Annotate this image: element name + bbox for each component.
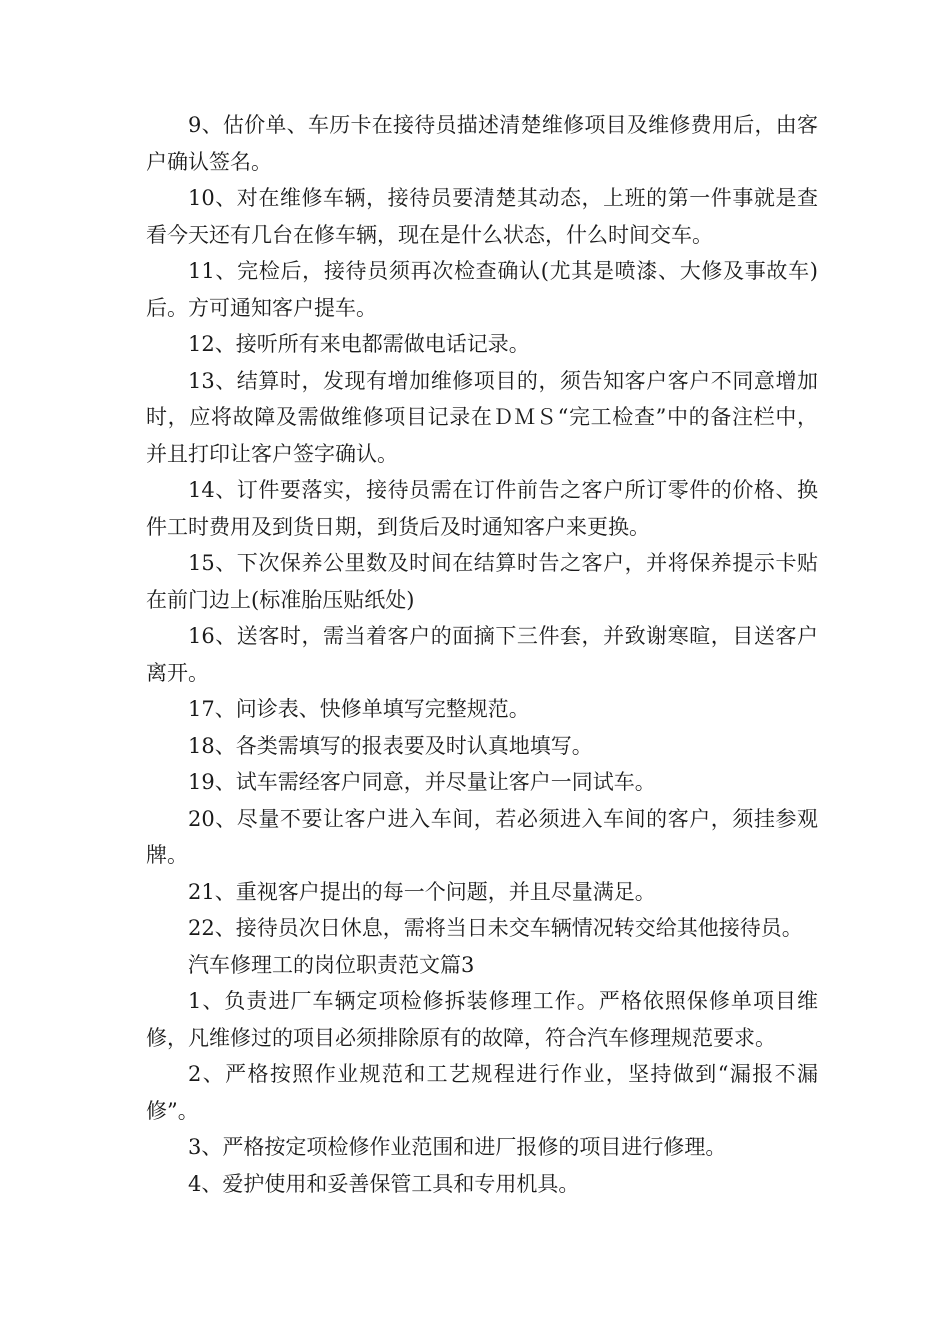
duty-item-4: 4、爱护使用和妥善保管工具和专用机具。 bbox=[188, 1171, 580, 1196]
paragraph-item-9: 9、估价单、车历卡在接待员描述清楚维修项目及维修费用后，由客户确认签名。 bbox=[146, 113, 818, 174]
paragraph-item-16: 16、送客时，需当着客户的面摘下三件套，并致谢寒暄，目送客户离开。 bbox=[146, 624, 818, 685]
paragraph-item-13: 13、结算时，发现有增加维修项目的，须告知客户客户不同意增加时，应将故障及需做维修项目记录在ＤＭＳ“完工检查”中的备注栏中，并且打印让客户签字确认。 bbox=[146, 368, 818, 466]
paragraph-item-17: 17、问诊表、快修单填写完整规范。 bbox=[188, 697, 530, 721]
paragraph-item-20: 20、尽量不要让客户进入车间，若必须进入车间的客户，须挂参观牌。 bbox=[146, 806, 818, 867]
duty-item-1: 1、负责进厂车辆定项检修拆装修理工作。严格依照保修单项目维修，凡维修过的项目必须排除原有的故障，符合汽车修理规范要求。 bbox=[146, 989, 818, 1050]
paragraph-item-18: 18、各类需填写的报表要及时认真地填写。 bbox=[188, 733, 593, 758]
paragraph-item-11: 11、完检后，接待员须再次检查确认(尤其是喷漆、大修及事故车)后。方可通知客户提车。 bbox=[146, 259, 818, 320]
duty-item-3: 3、严格按定项检修作业范围和进厂报修的项目进行修理。 bbox=[188, 1135, 727, 1159]
paragraph-item-12: 12、接听所有来电都需做电话记录。 bbox=[188, 332, 530, 356]
duty-item-2: 2、严格按照作业规范和工艺规程进行作业，坚持做到“漏报不漏修”。 bbox=[146, 1062, 818, 1123]
paragraph-item-21: 21、重视客户提出的每一个问题，并且尽量满足。 bbox=[188, 879, 656, 904]
paragraph-item-15: 15、下次保养公里数及时间在结算时告之客户，并将保养提示卡贴在前门边上(标准胎压贴纸处) bbox=[146, 551, 818, 612]
section-heading: 汽车修理工的岗位职责范文篇3 bbox=[188, 952, 475, 977]
paragraph-item-10: 10、对在维修车辆，接待员要清楚其动态，上班的第一件事就是查看今天还有几台在修车辆，现在是什么状态，什么时间交车。 bbox=[146, 186, 818, 247]
paragraph-item-22: 22、接待员次日休息，需将当日未交车辆情况转交给其他接待员。 bbox=[188, 916, 803, 940]
paragraph-item-19: 19、试车需经客户同意，并尽量让客户一同试车。 bbox=[188, 770, 656, 794]
document-body bbox=[146, 107, 818, 1202]
paragraph-item-14: 14、订件要落实，接待员需在订件前告之客户所订零件的价格、换件工时费用及到货日期，到货后及时通知客户来更换。 bbox=[146, 478, 818, 539]
